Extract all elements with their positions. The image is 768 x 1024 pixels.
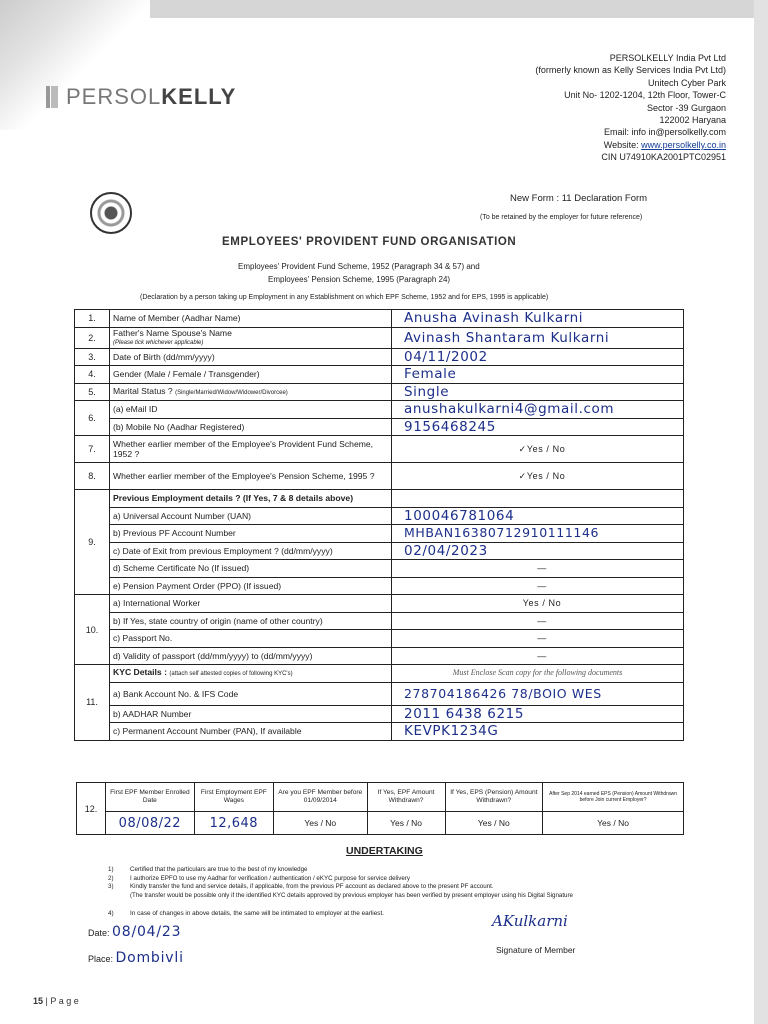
- column-header: Are you EPF Member before 01/09/2014: [273, 783, 367, 812]
- cin-number: CIN U74910KA2001PTC02951: [601, 152, 726, 163]
- row-number: 2.: [75, 327, 110, 348]
- gender-value: Female: [392, 366, 684, 384]
- page-number: 15: [33, 996, 44, 1006]
- address-line: PERSOLKELLY India Pvt Ltd: [609, 53, 726, 63]
- place-field: [88, 950, 184, 966]
- row-number: 1.: [75, 310, 110, 328]
- first-epf-date-value: 08/08/22: [106, 812, 195, 835]
- epf-withdrawn-value: Yes / No: [367, 812, 445, 835]
- epf-before-2014-value: Yes / No: [273, 812, 367, 835]
- row-number: 7.: [75, 436, 110, 463]
- scheme-line-1: Employees' Provident Fund Scheme, 1952 (Paragraph 34 & 57) and: [238, 262, 480, 271]
- list-item: 3) Kindly transfer the fund and service details, if applicable, from the previous PF account as declared above to the present PF account.: [108, 883, 494, 891]
- scan-right-edge: [754, 0, 768, 1024]
- prev-pf-label: b) Previous PF Account Number: [110, 525, 392, 543]
- eps-withdrawn-value: Yes / No: [445, 812, 543, 835]
- table-row: [75, 327, 684, 348]
- table-row: [75, 647, 684, 665]
- website-label: Website:: [603, 139, 642, 150]
- column-header: If Yes, EPS (Pension) Amount Withdrawn?: [445, 783, 543, 812]
- member-signature: AKulkarni: [492, 912, 568, 930]
- passport-validity-label: d) Validity of passport (dd/mm/yyyy) to (dd/mm/yyyy): [110, 647, 392, 665]
- org-title: EMPLOYEES' PROVIDENT FUND ORGANISATION: [222, 236, 517, 248]
- marital-status-options: (Single/Married/Widow/Widower/Divorcee): [175, 389, 288, 396]
- table-row: [75, 595, 684, 613]
- country-label: b) If Yes, state country of origin (name of other country): [110, 612, 392, 630]
- row-number: 5.: [75, 383, 110, 401]
- scheme-cert-value: —: [392, 560, 684, 578]
- father-name-sublabel: (Please tick whichever applicable): [113, 339, 204, 346]
- table-row: [75, 577, 684, 595]
- table-row: [75, 366, 684, 384]
- kyc-header-note: (attach self attested copies of following KYC's): [169, 671, 293, 678]
- address-line: Unitech Cyber Park: [647, 77, 726, 88]
- aadhar-label: b) AADHAR Number: [110, 705, 392, 723]
- email-value: anushakulkarni4@gmail.com: [392, 401, 684, 419]
- prev-pf-value: MHBAN16380712910111146: [392, 525, 684, 543]
- footer-label: P a g e: [50, 996, 79, 1006]
- table-row: [75, 507, 684, 525]
- table-row: [75, 383, 684, 401]
- dob-label: Date of Birth (dd/mm/yyyy): [110, 348, 392, 366]
- table-row: [75, 401, 684, 419]
- eps-after-2014-value: Yes / No: [543, 812, 684, 835]
- date-field: [88, 924, 181, 940]
- address-line: Email: info in@persolkelly.com: [603, 127, 726, 138]
- table-row: [75, 630, 684, 648]
- logo-text-light: PERSOL: [66, 84, 162, 109]
- passport-validity-value: —: [392, 647, 684, 665]
- bank-account-value: 278704186426 78/BOIO WES: [392, 682, 684, 705]
- retained-note: (To be retained by the employer for future reference): [480, 214, 643, 221]
- table-row: [75, 418, 684, 436]
- column-header: If Yes, EPF Amount Withdrawn?: [367, 783, 445, 812]
- passport-value: —: [392, 630, 684, 648]
- date-value: 08/04/23: [112, 924, 182, 940]
- mobile-value: 9156468245: [392, 418, 684, 436]
- scheme-line-2: Employees' Pension Scheme, 1995 (Paragraph 24): [268, 275, 451, 284]
- list-item: (The transfer would be possible only if the identified KYC details approved by previous employer has been verified by present employer using his Digital Signature: [130, 891, 573, 899]
- prev-employment-header: Previous Employment details ? (If Yes, 7 & 8 details above): [110, 490, 392, 508]
- list-item: 2) I authorize EPFO to use my Aadhar for verification / authentication / eKYC purpose for service delivery: [108, 874, 410, 882]
- column-header: After Sep 2014 earned EPS (Pension) Amount Withdrawn before Join current Employer?: [543, 783, 684, 812]
- declaration-note: (Declaration by a person taking up Employment in any Establishment on which EPF Scheme, 1952 and for EPS, 1995 is applicable): [140, 294, 549, 301]
- logo-mark-icon: [46, 86, 58, 108]
- gender-label: Gender (Male / Female / Transgender): [110, 366, 392, 384]
- uan-value: 100046781064: [392, 507, 684, 525]
- column-header: First EPF Member Enrolled Date: [106, 783, 195, 812]
- table-row: [75, 682, 684, 705]
- address-line: (formerly known as Kelly Services India Pvt Ltd): [535, 65, 726, 76]
- email-label: (a) eMail ID: [110, 401, 392, 419]
- footer-separator: |: [43, 996, 51, 1006]
- scheme-cert-label: d) Scheme Certificate No (If issued): [110, 560, 392, 578]
- undertaking-title: UNDERTAKING: [346, 845, 423, 857]
- first-epf-wages-value: 12,648: [194, 812, 273, 835]
- exit-date-value: 02/04/2023: [392, 542, 684, 560]
- uan-label: a) Universal Account Number (UAN): [110, 507, 392, 525]
- table-row: [75, 542, 684, 560]
- row-number: 4.: [75, 366, 110, 384]
- address-line: Unit No- 1202-1204, 12th Floor, Tower-C: [564, 90, 726, 101]
- epf-member-label: Whether earlier member of the Employee's Provident Fund Scheme, 1952 ?: [110, 436, 392, 463]
- epf-history-table: [76, 782, 684, 835]
- form-number: New Form : 11 Declaration Form: [510, 193, 648, 204]
- date-label: Date:: [88, 928, 110, 938]
- kyc-header: KYC Details :: [113, 667, 167, 678]
- pan-value: KEVPK1234G: [392, 723, 684, 741]
- list-item: 1) Certified that the particulars are true to the best of my knowledge: [108, 866, 308, 873]
- kyc-enclose-note: Must Enclose Scan copy for the following documents: [392, 665, 684, 683]
- declaration-table: [74, 309, 684, 741]
- table-row: [75, 490, 684, 508]
- row-number: 12.: [77, 783, 106, 835]
- row-number: 11.: [75, 665, 110, 741]
- table-row: [75, 310, 684, 328]
- table-row: [75, 665, 684, 683]
- intl-worker-label: a) International Worker: [110, 595, 392, 613]
- country-value: —: [392, 612, 684, 630]
- place-label: Place:: [88, 954, 114, 964]
- row-number: 6.: [75, 401, 110, 436]
- marital-status-label: Marital Status ?: [113, 385, 173, 396]
- website-link[interactable]: www.persolkelly.co.in: [641, 139, 726, 150]
- undertaking-points: [108, 866, 573, 900]
- eps-member-value: ✓Yes / No: [392, 463, 684, 490]
- table-row: [75, 705, 684, 723]
- address-line: 122002 Haryana: [659, 115, 726, 126]
- place-value: Dombivli: [115, 950, 184, 966]
- column-header: First Employment EPF Wages: [194, 783, 273, 812]
- signature-label: Signature of Member: [496, 945, 576, 955]
- row-number: 9.: [75, 490, 110, 595]
- bank-account-label: a) Bank Account No. & IFS Code: [110, 682, 392, 705]
- pan-label: c) Permanent Account Number (PAN), If available: [110, 723, 392, 741]
- intl-worker-value: Yes / No: [392, 595, 684, 613]
- member-name-label: Name of Member (Aadhar Name): [110, 310, 392, 328]
- epfo-emblem-icon: [90, 192, 132, 234]
- passport-label: c) Passport No.: [110, 630, 392, 648]
- ppo-label: e) Pension Payment Order (PPO) (If issued): [110, 577, 392, 595]
- member-name-value: Anusha Avinash Kulkarni: [392, 310, 684, 328]
- ppo-value: —: [392, 577, 684, 595]
- table-row: [75, 463, 684, 490]
- row-number: 3.: [75, 348, 110, 366]
- mobile-label: (b) Mobile No (Aadhar Registered): [110, 418, 392, 436]
- exit-date-label: c) Date of Exit from previous Employment ? (dd/mm/yyyy): [110, 542, 392, 560]
- company-logo: [46, 84, 236, 110]
- table-row: [75, 436, 684, 463]
- epf-member-value: ✓Yes / No: [392, 436, 684, 463]
- father-name-value: Avinash Shantaram Kulkarni: [392, 327, 684, 348]
- list-item: 4) In case of changes in above details, the same will be intimated to employer at the earliest.: [108, 910, 384, 917]
- table-row: [75, 348, 684, 366]
- table-row: [77, 783, 684, 812]
- marital-status-value: Single: [392, 383, 684, 401]
- table-row: [75, 723, 684, 741]
- row-number: 10.: [75, 595, 110, 665]
- company-address: [535, 52, 726, 164]
- table-row: [75, 560, 684, 578]
- father-name-label: Father's Name Spouse's Name: [113, 327, 232, 338]
- logo-text-bold: KELLY: [161, 84, 237, 109]
- table-row: [77, 812, 684, 835]
- dob-value: 04/11/2002: [392, 348, 684, 366]
- table-row: [75, 525, 684, 543]
- address-line: Sector -39 Gurgaon: [646, 102, 726, 113]
- eps-member-label: Whether earlier member of the Employee's Pension Scheme, 1995 ?: [110, 463, 392, 490]
- aadhar-value: 2011 6438 6215: [392, 705, 684, 723]
- page-footer: [33, 996, 79, 1006]
- scan-corner-shadow: [0, 0, 150, 130]
- table-row: [75, 612, 684, 630]
- row-number: 8.: [75, 463, 110, 490]
